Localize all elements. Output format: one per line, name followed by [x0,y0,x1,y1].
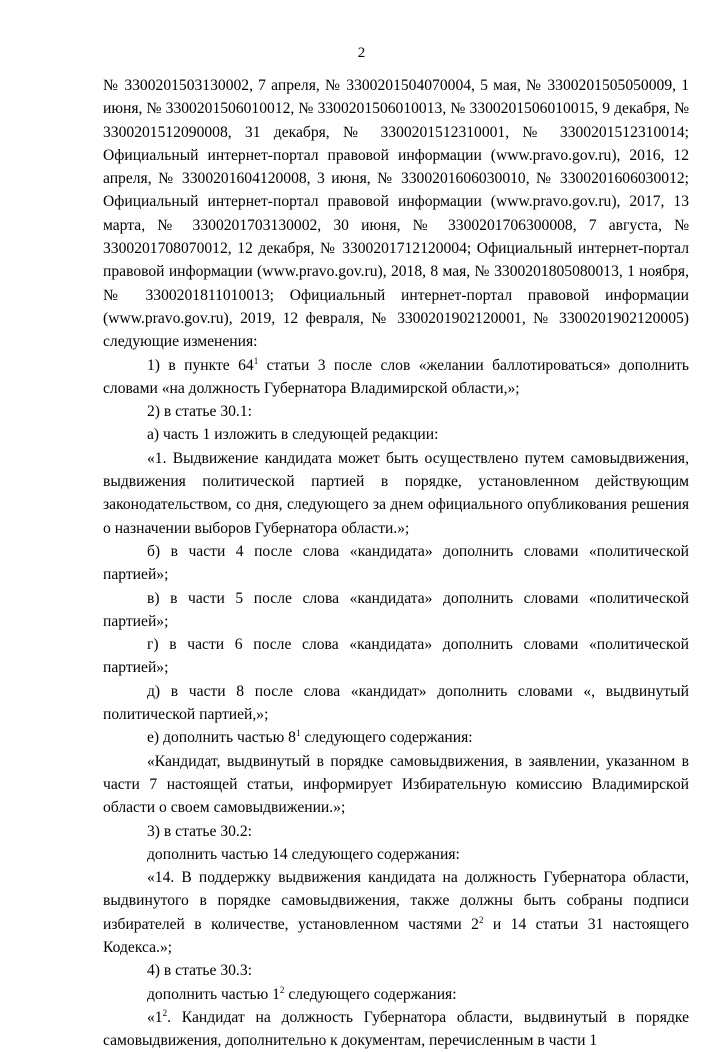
page-number: 2 [357,45,366,61]
document-body [103,74,689,1052]
paragraph-subitem-b: б) в части 4 после слова «кандидата» дополнить словами «политической партией»; [103,542,689,584]
paragraph-add-part-1-2: дополнить частью $1^2$ следующего содержания: [147,984,457,1003]
paragraph-item-4: 4) в статье 30.3: [147,962,252,980]
paragraph-quote-part-14: «14. В поддержку выдвижения кандидата на должность Губернатора области, выдвинутого в порядке самовыдвижения, также должны быть собраны подписи избирателей в количестве, установленном частями $2^2$ и 14 статьи 31 настоящего Кодекса.»; [103,869,689,956]
paragraph-item-3: 3) в статье 30.2: [147,822,252,840]
paragraph-subitem-d: д) в части 8 после слова «кандидат» дополнить словами «, выдвинутый политической партией,»; [103,682,689,724]
paragraph-quote-part-1: «1. Выдвижение кандидата может быть осуществлено путем самовыдвижения, выдвижения политической партией в порядке, установленном действующим законодательством, со дня, следующего за днем официального опубликования решения о назначении выборов Губернатора области.»; [103,449,689,537]
paragraph-quote-part-1-2: «$1^2$. Кандидат на должность Губернатора области, выдвинутый в порядке самовыдвижения, дополнительно к документам, перечисленным в части 1 [103,1007,689,1050]
paragraph-subitem-e: е) дополнить частью $8^1$ следующего содержания: [147,728,473,747]
paragraph-publication-list: № 3300201503130002, 7 апреля, № 3300201504070004, 5 мая, № 3300201505050009, 1 июня, № 3300201506010012, № 3300201506010013, № 3300201506010015, 9 декабря, № 3300201512090008, 31 декабря, № 3300201512310001, № 3300201512310014; Официальный интернет-портал правовой информации (www.pravo.gov.ru), 2016, 12 апреля, № 3300201604120008, 3 июня, № 3300201606030010, № 3300201606030012; Официальный интернет-портал правовой информации (www.pravo.gov.ru), 2017, 13 марта, № 3300201703130002, 30 июня, № 3300201706300008, 7 августа, № 3300201708070012, 12 декабря, № 3300201712120004; Официальный интернет-портал правовой информации (www.pravo.gov.ru), 2018, 8 мая, № 3300201805080013, 1 ноября, № 3300201811010013; Официальный интернет-портал правовой информации (www.pravo.gov.ru), 2019, 12 февраля, № 3300201902120001, № 3300201902120005) следующие изменения: [103,77,689,351]
paragraph-subitem-a: а) часть 1 изложить в следующей редакции: [147,426,439,444]
paragraph-item-1: 1) в пункте $64^1$ статьи 3 после слов «желании баллотироваться» дополнить словами «на должность Губернатора Владимирской области,»; [103,355,689,397]
paragraph-add-part-14: дополнить частью 14 следующего содержания: [147,845,460,863]
paragraph-subitem-v: в) в части 5 после слова «кандидата» дополнить словами «политической партией»; [103,589,689,630]
paragraph-item-2: 2) в статье 30.1: [147,403,252,421]
paragraph-subitem-g: г) в части 6 после слова «кандидата» дополнить словами «политической партией»; [103,636,689,677]
paragraph-quote-candidate: «Кандидат, выдвинутый в порядке самовыдвижения, в заявлении, указанном в части 7 настоящей статьи, информирует Избирательную комиссию Владимирской области о своем самовыдвижении.»; [103,752,689,817]
